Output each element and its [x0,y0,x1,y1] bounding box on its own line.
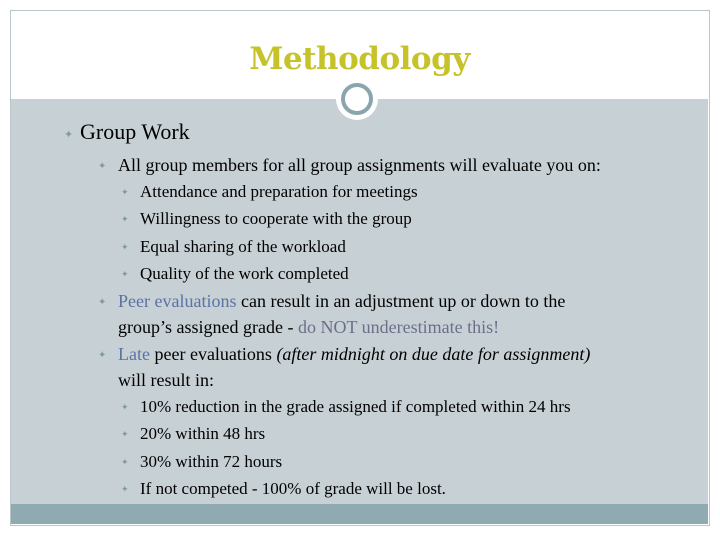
list-item [121,237,346,257]
list-item [121,479,446,499]
bullet-icon: ✦ [121,485,129,495]
evaluate-intro: All group members for all group assignments will evaluate you on: [118,155,601,175]
list-item [98,344,591,365]
list-item [121,264,349,284]
criteria-item: Equal sharing of the workload [140,237,346,256]
bullet-icon: ✦ [121,188,129,198]
penalty-item: 10% reduction in the grade assigned if completed within 24 hrs [140,397,571,416]
list-item [121,209,412,229]
list-item [98,291,566,312]
list-item [121,397,571,417]
bullet-icon: ✦ [64,128,74,141]
list-item [64,119,190,145]
late-italic: (after midnight on due date for assignment) [276,344,591,364]
late-rest: peer evaluations [149,344,277,364]
list-item-continuation [118,317,499,338]
list-item-continuation [118,370,214,391]
peer-rest: can result in an adjustment up or down to the [236,291,566,311]
bullet-icon: ✦ [121,215,129,225]
bullet-icon: ✦ [98,350,107,361]
late-line2: will result in: [118,370,214,390]
list-item [121,424,266,444]
criteria-item: Attendance and preparation for meetings [140,182,418,201]
list-item [121,182,418,202]
bullet-icon: ✦ [121,403,129,413]
penalty-item: 30% within 72 hours [140,452,283,471]
penalty-item: If not competed - 100% of grade will be lost. [140,479,446,498]
criteria-item: Quality of the work completed [140,264,349,283]
peer-warning: do NOT underestimate this! [297,317,500,337]
ring-ornament-icon [336,78,378,120]
group-work-heading: Group Work [80,119,190,144]
bullet-icon: ✦ [121,243,129,253]
bullet-icon: ✦ [98,161,107,172]
list-item [121,452,283,472]
criteria-item: Willingness to cooperate with the group [140,209,412,228]
bottom-bar [11,504,708,524]
late-highlight: Late [118,344,150,364]
peer-line2: group’s assigned grade - [118,317,298,337]
bullet-icon: ✦ [98,297,107,308]
peer-highlight: Peer evaluations [118,291,237,311]
slide-title: Methodology [249,41,470,77]
list-item [98,155,601,176]
penalty-item: 20% within 48 hrs [140,424,266,443]
bullet-icon: ✦ [121,458,129,468]
bullet-icon: ✦ [121,430,129,440]
bullet-icon: ✦ [121,270,129,280]
